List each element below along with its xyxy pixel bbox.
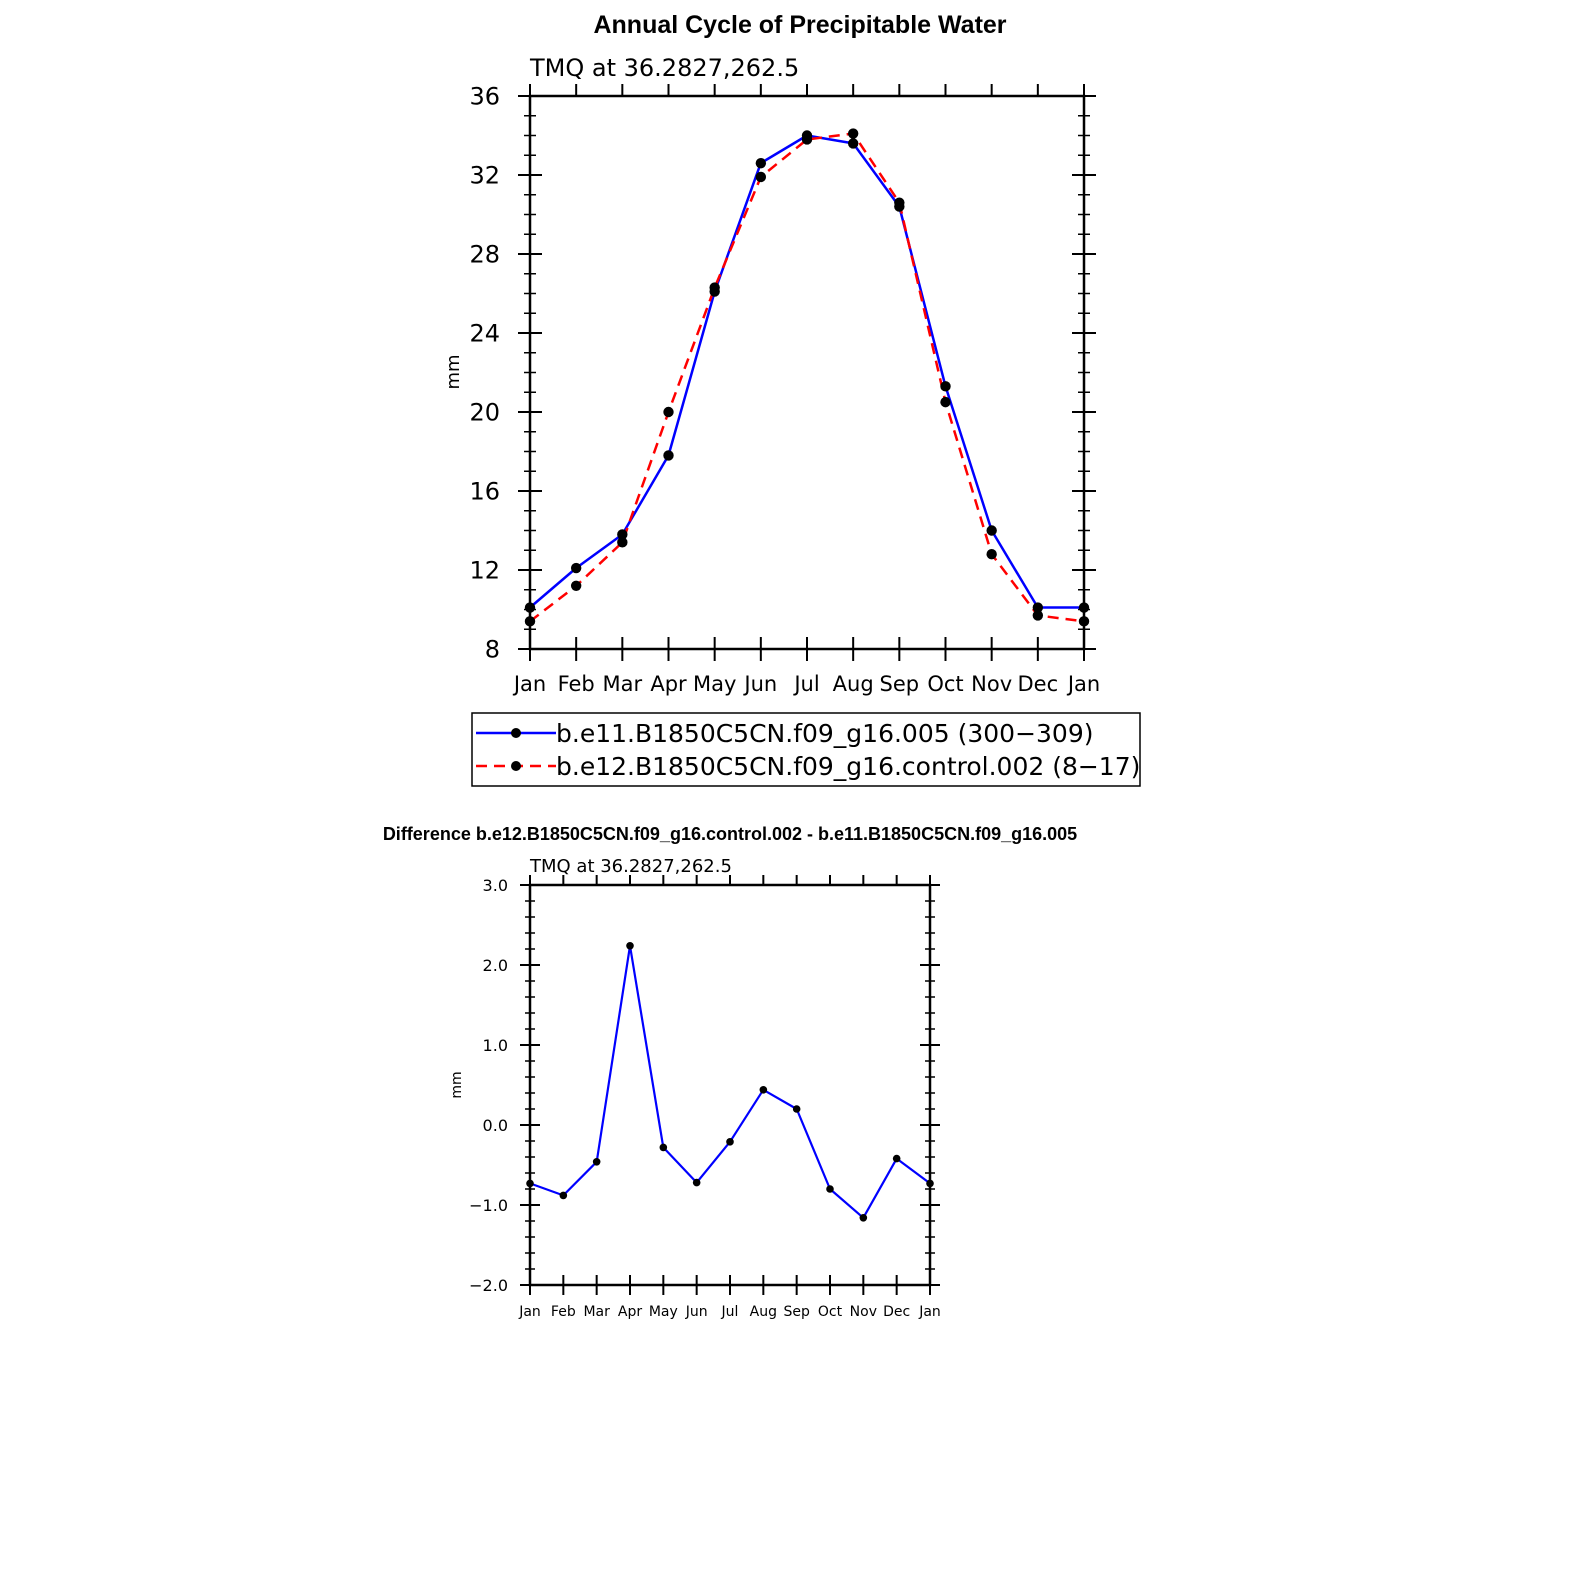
series-1-point (860, 1214, 868, 1222)
x-tick-label: May (692, 672, 737, 696)
series-1-point (793, 1105, 801, 1113)
y-tick-label: 3.0 (482, 875, 508, 895)
series-2-point (986, 549, 996, 559)
x-tick-label: Jul (721, 1304, 739, 1320)
y-tick-label: 8 (484, 635, 500, 664)
x-tick-label: Jun (744, 672, 778, 696)
series-1-point (626, 942, 634, 950)
series-1-point (848, 138, 858, 148)
x-tick-label: Oct (817, 1304, 843, 1320)
series-1-point (663, 450, 673, 460)
series-1-point (760, 1086, 768, 1094)
series-1-line (530, 946, 930, 1218)
y-tick-label: −1.0 (469, 1195, 508, 1215)
series-2-point (617, 537, 627, 547)
series-2-point (571, 581, 581, 591)
x-tick-label: Mar (602, 672, 643, 696)
x-tick-label: Nov (971, 672, 1013, 696)
legend-marker-series-1 (511, 728, 521, 738)
chart1-ticks (518, 84, 1096, 661)
series-2-point (940, 397, 950, 407)
legend-label-series-1: b.e11.B1850C5CN.f09_g16.005 (300−309) (556, 719, 1094, 748)
chart2-title: Difference b.e12.B1850C5CN.f09_g16.control.002 - b.e11.B1850C5CN.f09_g16.005 (382, 824, 1078, 844)
series-1-point (940, 381, 950, 391)
x-tick-label: Aug (832, 672, 874, 696)
x-tick-label: Feb (550, 1304, 576, 1320)
series-2-point (756, 172, 766, 182)
x-tick-label: Aug (749, 1304, 778, 1320)
x-tick-label: Oct (927, 672, 964, 696)
x-tick-label: Nov (849, 1304, 877, 1320)
chart2-subtitle: TMQ at 36.2827,262.5 (530, 856, 732, 877)
chart1-series (525, 128, 1089, 626)
y-tick-label: 2.0 (482, 955, 508, 975)
x-tick-label: Apr (617, 1304, 643, 1320)
series-2-point (802, 134, 812, 144)
y-tick-label: 20 (469, 398, 500, 427)
series-1-point (593, 1158, 601, 1166)
series-2-point (709, 282, 719, 292)
series-1-point (826, 1185, 834, 1193)
x-tick-label: Jan (519, 1304, 541, 1320)
chart2-y-axis-label: mm (449, 1071, 465, 1099)
series-2-point (848, 128, 858, 138)
series-1-line (530, 136, 1084, 608)
series-1-point (756, 158, 766, 168)
x-tick-label: Sep (783, 1304, 810, 1320)
x-tick-label: Feb (557, 672, 595, 696)
chart1-subtitle: TMQ at 36.2827,262.5 (530, 54, 800, 82)
series-2-point (894, 197, 904, 207)
y-tick-label: 36 (469, 82, 500, 111)
series-2-point (1033, 610, 1043, 620)
y-tick-label: 24 (469, 319, 500, 348)
series-2-point (663, 407, 673, 417)
y-tick-label: 0.0 (482, 1115, 508, 1135)
series-1-point (571, 563, 581, 573)
chart1-tick-labels (469, 83, 1100, 696)
y-tick-label: 28 (469, 240, 500, 269)
x-tick-label: May (648, 1304, 678, 1320)
series-1-point (726, 1138, 734, 1146)
x-tick-label: Jan (513, 672, 547, 696)
y-tick-label: 12 (469, 556, 500, 585)
x-tick-label: Jan (1067, 672, 1101, 696)
series-1-point (660, 1144, 668, 1152)
precipitable-water-chart (443, 11, 1100, 696)
x-tick-label: Apr (650, 672, 687, 696)
chart2-tick-labels (469, 876, 941, 1320)
x-tick-label: Jul (794, 672, 820, 696)
chart1-legend (472, 713, 1140, 786)
chart2-plot-frame (530, 885, 930, 1285)
x-tick-label: Dec (1017, 672, 1059, 696)
y-tick-label: 16 (469, 477, 500, 506)
chart1-title: Annual Cycle of Precipitable Water (593, 11, 1007, 39)
chart1-y-axis-label: mm (443, 354, 464, 390)
x-tick-label: Dec (883, 1304, 911, 1320)
series-1-point (893, 1155, 901, 1163)
x-tick-label: Jun (685, 1304, 708, 1320)
legend-label-series-2: b.e12.B1850C5CN.f09_g16.control.002 (8−17) (556, 752, 1141, 781)
difference-chart (383, 824, 1077, 1320)
y-tick-label: 1.0 (482, 1035, 508, 1055)
series-1-point (560, 1192, 568, 1200)
chart2-ticks (520, 875, 940, 1295)
x-tick-label: Jan (919, 1304, 941, 1320)
chart2-series (526, 942, 934, 1222)
legend-marker-series-2 (511, 761, 521, 771)
series-1-point (693, 1179, 701, 1187)
series-1-point (986, 525, 996, 535)
y-tick-label: −2.0 (469, 1275, 508, 1295)
x-tick-label: Sep (879, 672, 920, 696)
x-tick-label: Mar (583, 1304, 610, 1320)
y-tick-label: 32 (469, 161, 500, 190)
